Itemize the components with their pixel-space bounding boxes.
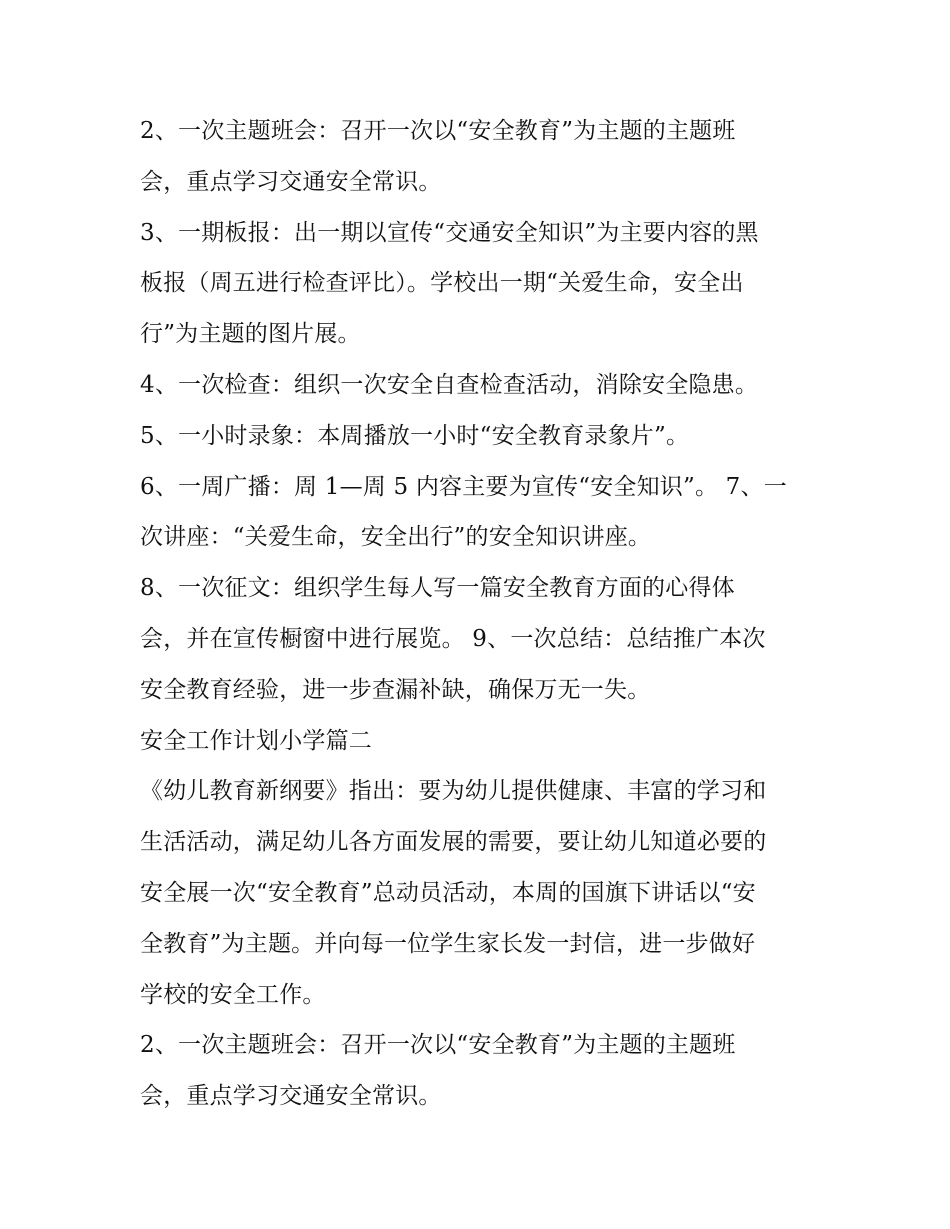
text-line: 5、一小时录象：本周播放一小时“安全教育录象片”。 <box>140 422 690 449</box>
text-line: 生活活动，满足幼儿各方面发展的需要，要让幼儿知道必要的 <box>140 829 767 856</box>
text-line: 2、一次主题班会：召开一次以“安全教育”为主题的主题班 <box>140 118 736 144</box>
text-line: 4、一次检查：组织一次安全自查检查活动，消除安全隐患。 <box>140 371 759 398</box>
text-line: 会，重点学习交通安全常识。 <box>140 168 442 195</box>
text-line: 3、一期板报：出一期以宣传“交通安全知识”为主要内容的黑 <box>140 219 759 246</box>
text-line: 安全教育经验，进一步查漏补缺，确保万无一失。 <box>140 676 651 703</box>
text-line: 次讲座：“关爱生命，安全出行”的安全知识讲座。 <box>140 524 652 551</box>
text-line: 会，并在宣传橱窗中进行展览。 9、一次总结：总结推广本次 <box>140 625 766 652</box>
text-line: 全教育”为主题。并向每一位学生家长发一封信，进一步做好 <box>140 930 756 957</box>
text-line: 学校的安全工作。 <box>140 981 326 1008</box>
text-line: 安全展一次“安全教育”总动员活动，本周的国旗下讲话以“安 <box>140 879 756 906</box>
text-line: 行”为主题的图片展。 <box>140 321 361 348</box>
text-line: 《幼儿教育新纲要》指出：要为幼儿提供健康、丰富的学习和 <box>140 778 767 805</box>
text-line: 会，重点学习交通安全常识。 <box>140 1083 442 1110</box>
text-line: 板报（周五进行检查评比）。学校出一期“关爱生命，安全出 <box>140 270 744 297</box>
text-line: 6、一周广播：周 1—周 5 内容主要为宣传“安全知识”。 7、一 <box>140 473 787 500</box>
section-heading: 安全工作计划小学篇二 <box>140 727 372 754</box>
text-line: 8、一次征文：组织学生每人写一篇安全教育方面的心得体 <box>140 575 735 602</box>
document-body <box>140 106 830 1122</box>
text-line: 2、一次主题班会：召开一次以“安全教育”为主题的主题班 <box>140 1032 736 1059</box>
